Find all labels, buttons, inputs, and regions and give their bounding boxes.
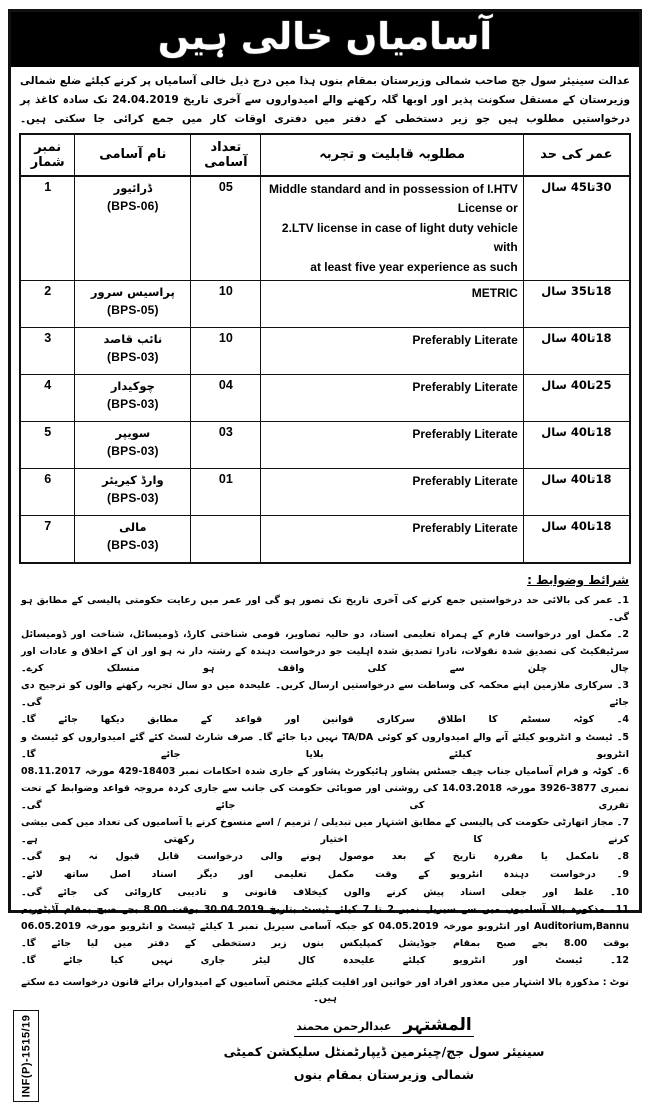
qualification-line: at least five year experience as such [310, 259, 518, 274]
column-header-quantity: تعداد آسامی [191, 134, 261, 176]
cell-qualification [261, 516, 523, 564]
inf-number: INF(P)-1515/19 [20, 1014, 32, 1098]
cell-quantity: 10 [191, 328, 261, 375]
condition-item: 6۔ کوٹہ و فرام آسامیاں جناب چیف جسٹس پشاور ہائیکورٹ پشاور کے جاری شدہ احکامات نمبر 18403-429 مورخہ 08.11.2017 نمبری 3877-3926 مورخہ 14.03.2018 کی روشنی اور صوبائی حکومت کی جانب سے جاری کردہ مروجہ قواعد وضوابط کے تحت تقرری کی جائے گی۔ [21, 766, 629, 811]
cell-post-name [75, 281, 191, 328]
publisher-name: عبدالرحمن محمند [296, 1020, 392, 1033]
qualification-line: Preferably Literate [412, 380, 518, 394]
condition-item: 8۔ نامکمل یا مقررہ تاریخ کے بعد موصول ہونے والی درخواست قابل قبول نہ ہو گی۔ [21, 851, 629, 863]
qualification-line: Preferably Literate [412, 474, 518, 488]
cell-age: 18تا40 سال [523, 469, 630, 516]
column-header-name: نام آسامی [75, 134, 191, 176]
column-header-age: عمر کی حد [523, 134, 630, 176]
post-bps: (BPS-05) [107, 303, 159, 318]
qualification-line: Preferably Literate [412, 333, 518, 347]
cell-age: 18تا40 سال [523, 516, 630, 564]
cell-quantity [191, 516, 261, 564]
post-bps: (BPS-06) [107, 199, 159, 214]
cell-serial: 2 [20, 281, 75, 328]
condition-item: 11۔ مذکورہ بالا آسامیوں میں سے سیریل نمبر 2 تا 7 کیلئے ٹیسٹ بتاریخ 30.04.2019 بوقت 8.00 بجے صبح بمقام آڈیٹوریم Auditorium,Bannu اور انٹرویو مورخہ 04.05.2019 کو جبکہ آسامی سیریل نمبر 1 کیلئے ٹیسٹ و انٹرویو مورخہ 06.05.2019 بوقت 8.00 بجے صبح بمقام جوڈیشل کمپلیکس بنوں زیر دستخطی کے دفتر میں لیا جائے گا۔ [21, 904, 630, 949]
table-header-row [20, 134, 630, 176]
qualification-line: License or [457, 201, 518, 216]
cell-serial: 7 [20, 516, 75, 564]
table-row [20, 328, 630, 375]
post-title: ڈرائیور [113, 180, 153, 195]
condition-item: 10۔ غلط اور جعلی اسناد پیش کرنے والوں کیخلاف قانونی و تادیبی کاروائی کی جائے گی۔ [21, 886, 629, 898]
jobs-table-head [20, 134, 630, 176]
condition-item: 2۔ مکمل اور درخواست فارم کے ہمراہ تعلیمی اسناد، دو حالیہ تصاویر، قومی شناختی کارڈ، ڈومیسائل، شناخت اور ڈومیسائل سرٹیفکیٹ کی تصدیق شدہ نقولات، نادرا تصدیق شدہ اہلیت جو درخواست دہندہ کے رشتہ دار نہ ہو اور ان کے اخلاق و عادات اور چال چلن سے کلی واقف ہو منسلک کرے۔ [21, 629, 629, 674]
cell-serial: 4 [20, 375, 75, 422]
qualification-line: METRIC [471, 286, 518, 300]
post-title: نائب قاصد [103, 332, 163, 346]
cell-post-name [75, 469, 191, 516]
post-bps: (BPS-03) [107, 444, 159, 459]
post-title: پراسیس سرور [90, 285, 175, 299]
cell-qualification [261, 469, 523, 516]
conditions-section [11, 564, 639, 1008]
cell-qualification [261, 176, 523, 281]
conditions-list [21, 593, 629, 970]
post-bps: (BPS-03) [107, 538, 159, 553]
post-bps: (BPS-03) [107, 350, 159, 365]
table-row [20, 176, 630, 281]
cell-age: 18تا40 سال [523, 422, 630, 469]
condition-item: 5۔ ٹیسٹ و انٹرویو کیلئے آنے والے امیدواروں کو کوئی TA/DA نہیں دیا جائے گا۔ صرف شارٹ لسٹ کئے گئے امیدواروں کو ٹیسٹ و انٹرویو کیلئے بلایا جائے گا۔ [21, 732, 630, 760]
post-bps: (BPS-03) [107, 397, 159, 412]
publisher-label: المشتہر [403, 1015, 472, 1035]
cell-serial: 1 [20, 176, 75, 281]
cell-age: 18تا40 سال [523, 328, 630, 375]
cell-quantity: 01 [191, 469, 261, 516]
qualification-line: Preferably Literate [412, 427, 518, 441]
cell-serial: 5 [20, 422, 75, 469]
post-title: مالی [119, 520, 147, 534]
post-title: چوکیدار [110, 379, 155, 393]
condition-item: 12۔ ٹیسٹ اور انٹرویو کیلئے علیحدہ کال لیٹر جاری نہیں کیا جائے گا۔ [21, 955, 629, 967]
signature-block [219, 1014, 549, 1085]
publisher-designation: سینیئر سول جج/چیئرمین ڈیپارٹمنٹل سلیکشن کمیٹی [223, 1044, 545, 1059]
table-row [20, 469, 630, 516]
cell-serial: 6 [20, 469, 75, 516]
jobs-table-body [20, 176, 630, 563]
condition-item: 7۔ مجاز اتھارٹی حکومت کی پالیسی کے مطابق اشتہار میں تبدیلی / ترمیم / اسے منسوخ کرنے یا آسامیوں کی تعداد میں کمی بیشی کرنے کا اختیار رکھتی ہے۔ [21, 817, 629, 845]
cell-age: 18تا35 سال [523, 281, 630, 328]
cell-quantity: 04 [191, 375, 261, 422]
conditions-note: نوٹ : مذکورہ بالا اشتہار میں معذور افراد اور خواتین اور اقلیت کیلئے مختص آسامیوں کے امیدواران برائے قانون درخواست دے سکتے ہیں۔ [21, 976, 629, 1005]
publisher-line [294, 1014, 473, 1037]
publisher-location: شمالی وزیرستان بمقام بنوں [293, 1067, 475, 1082]
cell-serial: 3 [20, 328, 75, 375]
column-header-serial: نمبر شمار [20, 134, 75, 176]
footer-section [11, 1008, 639, 1104]
cell-qualification [261, 281, 523, 328]
cell-qualification [261, 328, 523, 375]
condition-item: 1۔ عمر کی بالائی حد درخواستیں جمع کرنے کی آخری تاریخ تک تصور ہو گی اور عمر میں رعایت حکومتی پالیسی کے مطابق ہو گی۔ [21, 595, 629, 623]
table-row [20, 281, 630, 328]
jobs-table [19, 133, 631, 564]
cell-age: 25تا40 سال [523, 375, 630, 422]
cell-quantity: 03 [191, 422, 261, 469]
condition-item: 4۔ کوٹہ سسٹم کا اطلاق سرکاری قوانین اور قواعد کے مطابق دیکھا جائے گا۔ [21, 714, 629, 726]
qualification-line: Middle standard and in possession of I.HTV [269, 181, 518, 196]
table-row [20, 516, 630, 564]
qualification-line: 2.LTV license in case of light duty vehicle with [281, 220, 518, 255]
table-row [20, 422, 630, 469]
table-row [20, 375, 630, 422]
cell-age: 30تا45 سال [523, 176, 630, 281]
cell-quantity: 05 [191, 176, 261, 281]
qualification-line: Preferably Literate [412, 521, 518, 535]
cell-post-name [75, 328, 191, 375]
cell-quantity: 10 [191, 281, 261, 328]
cell-qualification [261, 375, 523, 422]
post-title: وارڈ کیریئر [102, 473, 164, 487]
cell-post-name [75, 176, 191, 281]
cell-post-name [75, 375, 191, 422]
condition-item: 3۔ سرکاری ملازمین اپنے محکمہ کی وساطت سے درخواستیں ارسال کریں۔ علیحدہ میں دو سال تجربہ رکھنے والوں کو ترجیح دی جائے گی۔ [21, 680, 629, 708]
condition-item: 9۔ درخواست دہندہ انٹرویو کے وقت مکمل تعلیمی اور دیگر اسناد اصل ساتھ لائے۔ [21, 869, 629, 880]
page-title: آسامیاں خالی ہیں [157, 15, 493, 58]
conditions-heading: شرائط وضوابط : [527, 573, 629, 587]
post-title: سویپر [115, 426, 151, 440]
column-header-qualification: مطلوبہ قابلیت و تجربہ [261, 134, 523, 176]
cell-post-name [75, 422, 191, 469]
cell-post-name [75, 516, 191, 564]
post-bps: (BPS-03) [107, 491, 159, 506]
inf-number-box [13, 1010, 39, 1102]
title-band [11, 12, 639, 67]
cell-qualification [261, 422, 523, 469]
advertisement-sheet [8, 9, 642, 1098]
jobs-table-container [11, 133, 639, 564]
intro-paragraph: عدالت سینیئر سول جج صاحب شمالی وزیرستان بمقام بنوں ہذا میں درج ذیل خالی آسامیاں پر کرنے کیلئے ضلع شمالی وزیرستان کے مستقل سکونت پذیر اور اوبھا گلہ رکھنے والے امیدواروں سے آخری تاریخ 24.04.2019 تک سادہ کاغذ پر درخواستیں مطلوب ہیں جو زیر دستخطی کے دفتر میں دفتری اوقات کار میں جمع کرائی جا سکتی ہیں۔ [20, 74, 631, 126]
